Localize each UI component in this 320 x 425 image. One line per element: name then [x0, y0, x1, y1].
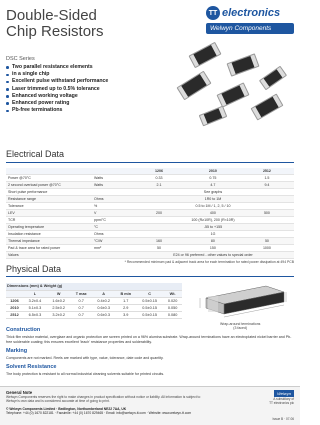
- table-cell: Resistance range: [6, 196, 92, 203]
- dimension-caption: Wrap-around terminations (3 faced): [220, 322, 261, 330]
- table-row: [6, 182, 294, 189]
- table-cell: 0.4±0.2: [92, 297, 116, 304]
- table-cell: 9.4: [240, 182, 294, 189]
- table-cell: 0.6±0.3: [92, 304, 116, 311]
- tt-logo-icon: TT: [206, 6, 220, 20]
- title-line-2: Chip Resistors: [6, 23, 104, 40]
- physical-heading: Physical Data: [6, 264, 62, 274]
- table-cell: -55 to +155: [132, 224, 294, 231]
- construction-heading: Construction: [6, 327, 41, 333]
- column-header: T max: [71, 290, 92, 297]
- solvent-heading: Solvent Resistance: [6, 364, 57, 370]
- dimensions-table: [6, 283, 182, 319]
- table-cell: 1G: [132, 231, 294, 238]
- column-header: A: [92, 290, 116, 297]
- table-cell: Ohms: [92, 196, 132, 203]
- table-cell: 0.020: [163, 297, 182, 304]
- table-cell: 1R0 to 1M: [132, 196, 294, 203]
- table-cell: 400: [186, 210, 240, 217]
- table-cell: 2512: [6, 311, 23, 318]
- table-row: [6, 175, 294, 182]
- brand-subtitle: Welwyn Components: [206, 23, 294, 34]
- feature-item: Laser trimmed up to 0.5% tolerance: [6, 86, 156, 93]
- dimension-drawing: [188, 276, 294, 322]
- table-cell: See graphs: [132, 189, 294, 196]
- table-cell: Operating temperature: [6, 224, 92, 231]
- table-row: [6, 217, 294, 224]
- table-row: [6, 231, 294, 238]
- brand-name: electronics: [222, 7, 281, 19]
- table-row: [6, 196, 294, 203]
- table-cell: Short pulse performance: [6, 189, 92, 196]
- table-row: [6, 224, 294, 231]
- table-cell: Insulation resistance: [6, 231, 92, 238]
- table-cell: 0.5±0.15: [136, 297, 163, 304]
- feature-item: Pb-free terminations: [6, 107, 156, 114]
- table-cell: 0.5±0.15: [136, 311, 163, 318]
- electrical-heading: Electrical Data: [6, 149, 65, 159]
- table-cell: 150: [186, 245, 240, 252]
- table-cell: LEV: [6, 210, 92, 217]
- column-header: Wt.: [163, 290, 182, 297]
- footer-note: Welwyn Components reserves the right to make changes in product specification without notice or liability. All information is subject to Welwyn's own data and is considered accurate at time of going to print.: [6, 395, 201, 403]
- column-header: L: [23, 290, 47, 297]
- table-cell: 1.7: [116, 297, 136, 304]
- page-title: [6, 8, 104, 40]
- page-footer: [0, 386, 300, 425]
- table-cell: mm²: [92, 245, 132, 252]
- column-header: 2010: [186, 168, 240, 175]
- chip-image: [251, 93, 284, 120]
- table-cell: 2 second overload power @70°C: [6, 182, 92, 189]
- table-cell: 0.080: [163, 311, 182, 318]
- table-cell: 1206: [6, 297, 23, 304]
- table-row: [6, 252, 294, 259]
- table-row: [6, 297, 182, 304]
- table-cell: 80: [186, 238, 240, 245]
- electrical-footnote: * Recommended minimum pad & adjacent track area for each termination for rated power dissipation at 494 PCB: [124, 260, 294, 264]
- table-cell: 200: [132, 210, 186, 217]
- table-cell: 50: [132, 245, 186, 252]
- table-cell: 3.2±0.4: [23, 297, 47, 304]
- table-cell: Ohms: [92, 231, 132, 238]
- table-cell: 1000: [240, 245, 294, 252]
- table-cell: Pad & trace area for rated power: [6, 245, 92, 252]
- table-row: [6, 210, 294, 217]
- table-cell: 100 (R≥10R), 200 (R<10R): [132, 217, 294, 224]
- section-divider: [6, 162, 294, 163]
- feature-list: [6, 64, 156, 114]
- table-row: [6, 189, 294, 196]
- column-header: 1206: [132, 168, 186, 175]
- table-cell: 0.6±0.3: [92, 311, 116, 318]
- chip-image: [216, 82, 249, 107]
- title-line-1: Double-Sided: [6, 7, 97, 24]
- table-cell: 0.7: [71, 304, 92, 311]
- table-row: [6, 311, 182, 318]
- table-cell: 160: [132, 238, 186, 245]
- table-cell: 0.75: [186, 175, 240, 182]
- feature-item: in a single chip: [6, 71, 156, 78]
- table-cell: 0.7: [71, 297, 92, 304]
- marking-heading: Marking: [6, 348, 28, 354]
- table-cell: ppm/°C: [92, 217, 132, 224]
- table-row: [6, 304, 182, 311]
- table-header-row: [6, 290, 182, 297]
- table-cell: 2010: [6, 304, 23, 311]
- marking-text: Components are not marked. Reels are marked with type, value, tolerance, date code and quantity.: [6, 356, 164, 360]
- table-cell: TCR: [6, 217, 92, 224]
- chip-image: [227, 53, 260, 76]
- chip-image: [176, 71, 211, 101]
- table-row: [6, 238, 294, 245]
- table-cell: 3.2±0.2: [47, 311, 71, 318]
- table-cell: 2.9: [116, 304, 136, 311]
- table-cell: 1.6±0.2: [47, 297, 71, 304]
- table-cell: 0.7: [71, 311, 92, 318]
- table-cell: Watts: [92, 175, 132, 182]
- table-cell: Thermal impedance: [6, 238, 92, 245]
- table-cell: 0.33: [132, 175, 186, 182]
- footer-issue: Issue B · 07.06: [272, 417, 294, 421]
- electrical-table: [6, 168, 294, 259]
- column-header: 2512: [240, 168, 294, 175]
- table-cell: 3.9: [116, 311, 136, 318]
- table-row: [6, 245, 294, 252]
- brand-logo: [206, 6, 294, 40]
- table-cell: 6.5±0.3: [23, 311, 47, 318]
- table-cell: 4.7: [186, 182, 240, 189]
- column-header: C: [136, 290, 163, 297]
- column-header: [6, 290, 23, 297]
- column-header: B min: [116, 290, 136, 297]
- table-cell: %: [92, 203, 132, 210]
- table-caption: Dimensions (mm) & Weight (g): [6, 283, 182, 290]
- table-cell: °C/W: [92, 238, 132, 245]
- chip-image: [188, 42, 221, 68]
- construction-text: Thick film resistor material, overglaze and organic protection are screen printed on a 96% alumina substrate. Wrap-around terminations have an electroplated nickel barrier and Pb-free solderable coating; this ensures excellent 'leach' resistance properties and solderability.: [6, 335, 292, 344]
- feature-item: Enhanced power rating: [6, 100, 156, 107]
- footer-heading: General Note: [6, 390, 33, 395]
- table-cell: 50: [240, 238, 294, 245]
- feature-item: Enhanced working voltage: [6, 93, 156, 100]
- table-cell: 500: [240, 210, 294, 217]
- table-cell: °C: [92, 224, 132, 231]
- footer-company: © Welwyn Components Limited · Bedlington, Northumberland NE22 7AA, UK Telephone: +44 (0) 1670 822181 · Facsimile: +44 (0) 1670 829465 · Email: info@welwyn-tt.com · Website: www.welwyn-tt.com: [6, 407, 192, 415]
- table-cell: E24 or 96 preferred - other values to special order: [132, 252, 294, 259]
- table-cell: V: [92, 210, 132, 217]
- table-cell: Power @70°C: [6, 175, 92, 182]
- table-cell: [92, 189, 132, 196]
- table-cell: 0.5 to 1M / 1, 2, 5 / 10: [132, 203, 294, 210]
- table-cell: [92, 252, 132, 259]
- footer-logo: Welwyn: [274, 390, 294, 397]
- feature-item: Two parallel resistance elements: [6, 64, 156, 71]
- footer-parent: A subsidiary of TT electronics plc: [269, 397, 294, 405]
- chip-image: [259, 66, 287, 91]
- table-cell: 2.1: [132, 182, 186, 189]
- table-cell: Tolerance: [6, 203, 92, 210]
- table-row: [6, 203, 294, 210]
- column-header: W: [47, 290, 71, 297]
- series-label: DSC Series: [6, 56, 35, 62]
- table-cell: Watts: [92, 182, 132, 189]
- table-cell: Values: [6, 252, 92, 259]
- solvent-text: The body protection is resistant to all normal industrial cleaning solvents suitable for printed circuits.: [6, 372, 165, 376]
- table-cell: 2.5±0.2: [47, 304, 71, 311]
- table-cell: 0.5±0.15: [136, 304, 163, 311]
- product-photo: [160, 42, 294, 134]
- feature-item: Excellent pulse withstand performance: [6, 78, 156, 85]
- table-cell: 1.5: [240, 175, 294, 182]
- table-cell: 0.050: [163, 304, 182, 311]
- chip-image: [199, 106, 228, 127]
- table-cell: 5.1±0.3: [23, 304, 47, 311]
